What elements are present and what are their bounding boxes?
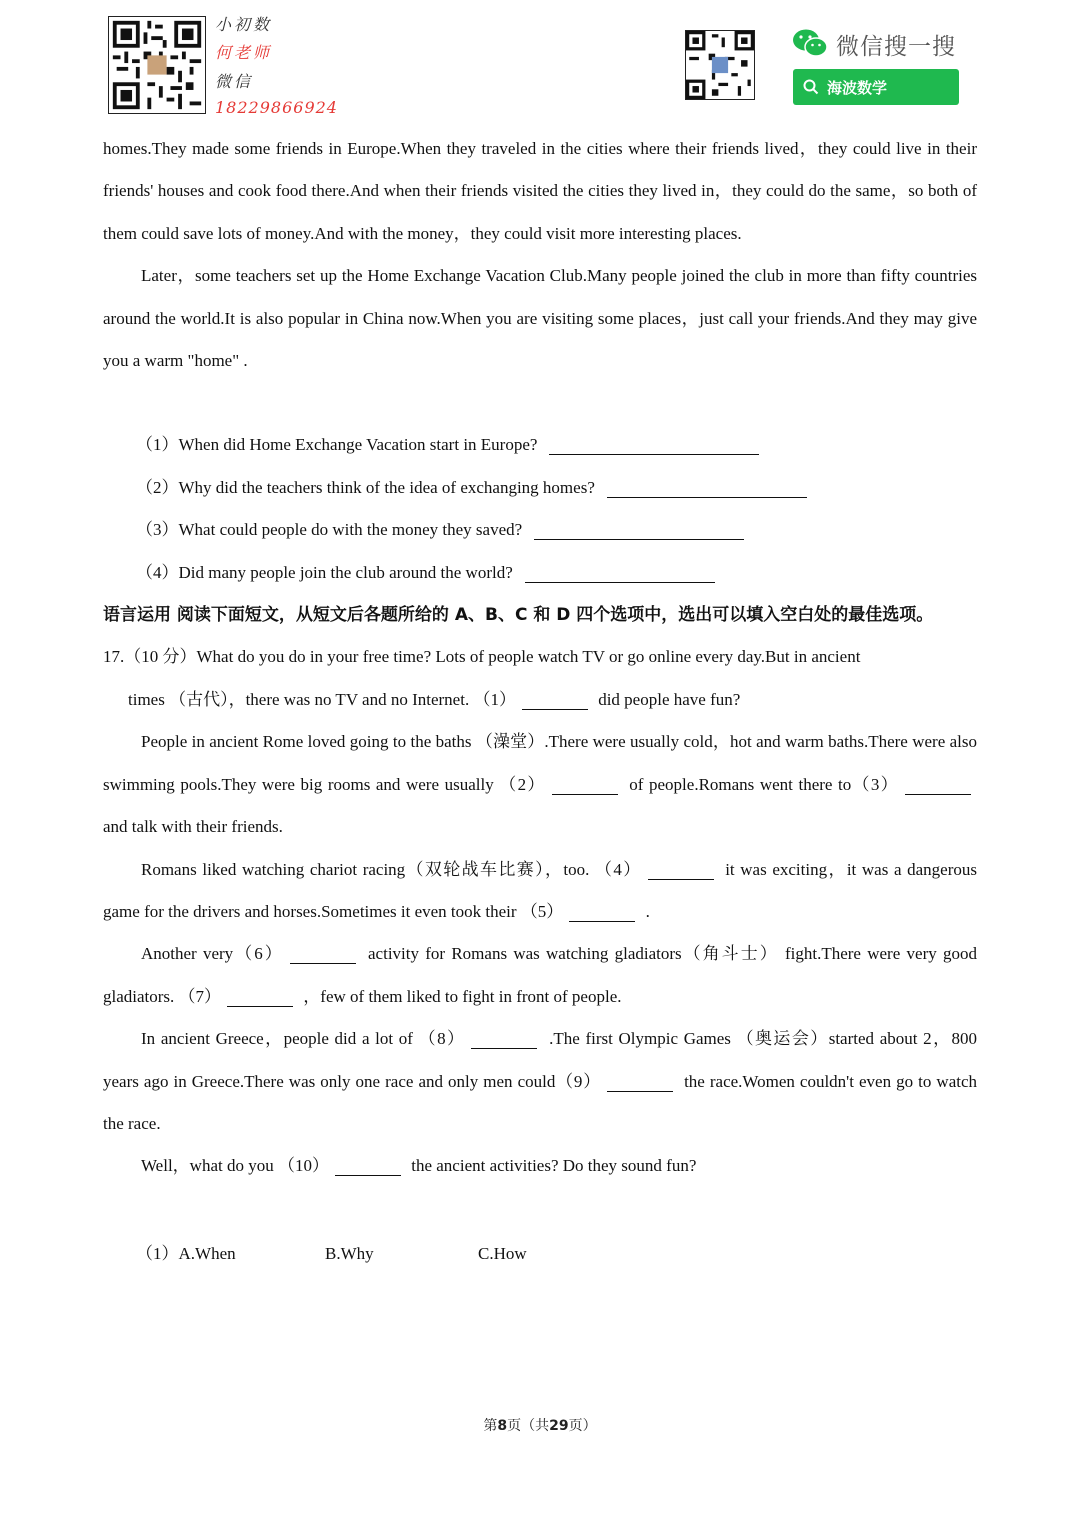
- phone-number: 18229866924: [215, 98, 338, 117]
- q17-text: .The first Olympic Games （奥运会）started about 2，800 years ago in Greece.There was only one race and only men could（9）: [103, 1029, 977, 1091]
- q17-paragraph-3: [103, 849, 977, 934]
- spacer: [103, 382, 977, 424]
- answer-blank-3[interactable]: [534, 538, 744, 540]
- question-2: [103, 467, 977, 509]
- q17-paragraph-6: [103, 1145, 977, 1187]
- q17-text: .: [645, 901, 650, 921]
- q17-paragraph-2: [103, 721, 977, 848]
- q17-text: Well，what do you （10）: [141, 1156, 329, 1176]
- qr-code-icon: [686, 31, 754, 99]
- blank-6[interactable]: [290, 962, 356, 964]
- question-2-text: （2）Why did the teachers think of the idea of exchanging homes?: [136, 477, 595, 497]
- footer-text: 第: [483, 1418, 498, 1434]
- qr-label-3: 微信: [215, 72, 254, 91]
- q17-text: Romans liked watching chariot racing（双轮战车比赛），too. （4）: [141, 859, 642, 879]
- spacer: [103, 1188, 977, 1233]
- question-1: [103, 424, 977, 466]
- footer-total-pages: 29: [549, 1418, 569, 1434]
- q17-intro-line-2: [103, 679, 977, 721]
- passage-paragraph-2: Later，some teachers set up the Home Exchange Vacation Club.Many people joined the club in more than fifty countries around the world.It is also popular in China now.When you are visiting some places，just call your friends.And they may give you a warm "home" .: [103, 266, 977, 371]
- q17-text: and talk with their friends.: [103, 817, 283, 837]
- q17-paragraph-4: [103, 933, 977, 1018]
- q17-text: did people have fun?: [598, 689, 741, 709]
- qr-label-2: 何老师: [215, 43, 273, 62]
- question-4: [103, 552, 977, 594]
- page-footer: [0, 1415, 1080, 1435]
- blank-5[interactable]: [569, 920, 635, 922]
- footer-text: 页（共: [507, 1418, 550, 1434]
- option-c[interactable]: C.How: [478, 1243, 527, 1263]
- q17-text: activity for Romans was watching gladiators（角斗士） fight.There were very good gladiators. （7）: [103, 944, 977, 1006]
- qr-code-right: [685, 30, 755, 100]
- qr-label-1: 小初数: [215, 15, 273, 34]
- q17-text: the ancient activities? Do they sound fun?: [411, 1156, 697, 1176]
- passage-paragraph-1: homes.They made some friends in Europe.When they traveled in the cities where their friends lived，they could live in their friends' houses and cook food there.And when their friends visited the cities they lived in，they could do the same，so both of them could save lots of money.And with the money，they could visit more interesting places.: [103, 139, 977, 243]
- section-heading: 语言运用 阅读下面短文，从短文后各题所给的 A、B、C 和 D 四个选项中，选出可以填入空白处的最佳选项。: [103, 605, 934, 626]
- q17-text: People in ancient Rome loved going to the baths （澡堂）.There were usually cold，hot and warm baths.There were also swimming pools.They were big rooms and were usually （2）: [103, 732, 977, 794]
- blank-2[interactable]: [552, 793, 618, 795]
- answer-blank-2[interactable]: [607, 496, 807, 498]
- qr-code-icon: [109, 17, 205, 113]
- wechat-search-title: 微信搜一搜: [836, 34, 956, 60]
- page-header: [0, 0, 1080, 125]
- q17-text: the race.Women couldn't even go to watch the race.: [103, 1071, 978, 1133]
- q17-text: In ancient Greece，people did a lot of （8）: [141, 1029, 466, 1049]
- search-icon: [803, 79, 819, 95]
- answer-blank-1[interactable]: [549, 453, 759, 455]
- option-b[interactable]: B.Why: [325, 1243, 374, 1263]
- wechat-search-button-label: 海波数学: [827, 78, 888, 97]
- q17-text: ，few of them liked to fight in front of people.: [303, 986, 622, 1006]
- q17-text: of people.Romans went there to（3）: [629, 774, 899, 794]
- blank-3[interactable]: [905, 793, 971, 795]
- qr-code-left: [108, 16, 206, 114]
- footer-page-number: 8: [497, 1418, 508, 1434]
- answer-blank-4[interactable]: [525, 581, 715, 583]
- question-1-text: （1）When did Home Exchange Vacation start in Europe?: [136, 435, 538, 455]
- blank-9[interactable]: [607, 1090, 673, 1092]
- blank-10[interactable]: [335, 1174, 401, 1176]
- footer-text: 页）: [568, 1418, 597, 1434]
- option-a[interactable]: （1）A.When: [136, 1243, 236, 1263]
- blank-1[interactable]: [522, 708, 588, 710]
- page-content: [103, 128, 977, 1275]
- q17-paragraph-5: [103, 1018, 977, 1145]
- q17-text: times （古代），there was no TV and no Internet. （1）: [128, 689, 516, 709]
- question-4-text: （4）Did many people join the club around the world?: [136, 562, 513, 582]
- blank-4[interactable]: [648, 878, 714, 880]
- q17-text: it was exciting，it was a dangerous game for the drivers and horses.Sometimes it even took their （5）: [103, 859, 977, 921]
- blank-8[interactable]: [471, 1047, 537, 1049]
- wechat-logo-icon: [792, 28, 828, 58]
- q17-intro-line-1: 17.（10 分）What do you do in your free time? Lots of people watch TV or go online every day.But in ancient: [103, 647, 861, 667]
- q17-text: Another very（6）: [141, 944, 284, 964]
- question-3: [103, 509, 977, 551]
- wechat-search-button[interactable]: [793, 69, 959, 105]
- options-row-1: [103, 1233, 977, 1275]
- question-3-text: （3）What could people do with the money they saved?: [136, 520, 523, 540]
- blank-7[interactable]: [227, 1005, 293, 1007]
